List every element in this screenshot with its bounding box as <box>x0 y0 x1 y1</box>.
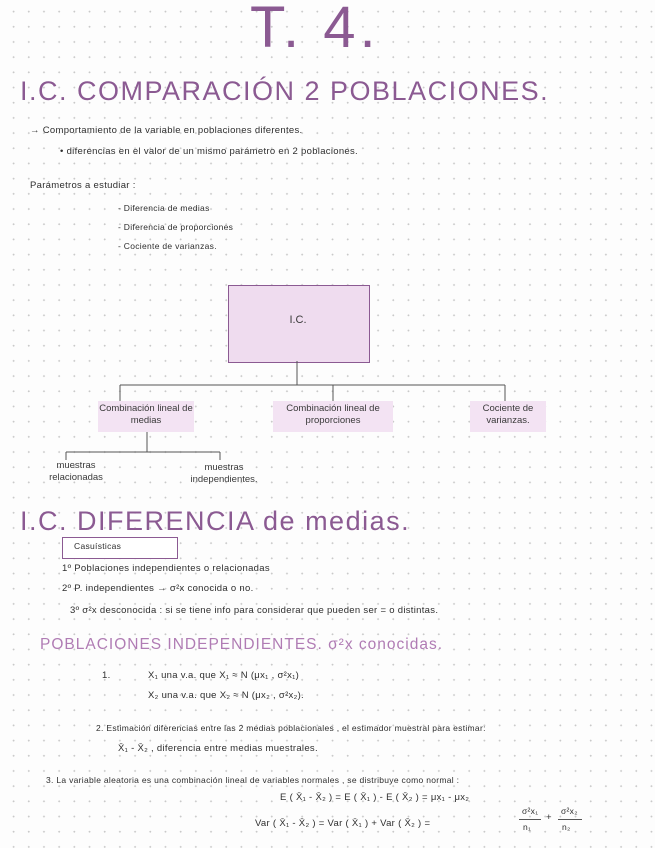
section-heading-diferencia-medias: I.C. DIFERENCIA de medias. <box>20 506 411 536</box>
plus-sign: + <box>546 812 552 823</box>
frac1-denominator: n₁ <box>523 822 532 832</box>
casuisticas-label: Casuísticas <box>74 541 122 551</box>
expectation-formula: E ( X̄₁ - X̄₂ ) = E ( X̄₁ ) - E ( X̄₂ ) = μx₁ - μx₂ <box>280 792 470 803</box>
bullet-icon: • <box>60 146 64 157</box>
line-diferencias-text: diferencias en el valor de un mismo parámetro en 2 poblaciones. <box>66 146 358 157</box>
item2-estimator: X̄₁ - X̄₂ , diferencia entre medias muestrales. <box>118 743 318 754</box>
variance-formula: Var ( X̄₁ - X̄₂ ) = Var ( X̄₁ ) + Var ( X̄₂ ) = <box>255 818 431 829</box>
branch-label-proporciones: Combinación lineal de proporciones <box>286 403 380 426</box>
sub-branch-independientes: muestras independientes. <box>190 462 258 485</box>
frac1-bar <box>519 819 541 820</box>
item3-text: 3. La variable aleatoria es una combinación lineal de variables normales , se distribuye como normal : <box>46 775 460 785</box>
case-item: 3º σ²x desconocida : si se tiene info para considerar que pueden ser = o distintas. <box>70 605 439 616</box>
line-comportamiento-text: Comportamiento de la variable en poblaciones diferentes. <box>42 125 303 136</box>
frac2-denominator: n₂ <box>562 822 571 832</box>
params-label: Parámetros a estudiar : <box>30 180 136 191</box>
frac1-numerator: σ²x₁ <box>522 806 539 816</box>
frac2-numerator: σ²x₂ <box>561 806 578 816</box>
case-item: 1º Poblaciones independientes o relacionadas <box>62 563 270 574</box>
x1-definition: X₁ una v.a. que X₁ ≈ N (μx₁ , σ²x₁) <box>148 670 300 681</box>
arrow-icon: → <box>30 125 40 136</box>
page-title: T. 4. <box>250 0 380 60</box>
frac2-bar <box>558 819 582 820</box>
section-heading-independientes: POBLACIONES INDEPENDIENTES. σ²x conocidas. <box>40 636 444 653</box>
param-item: - Diferencia de medias <box>118 203 210 213</box>
param-item: - Diferencia de proporciones <box>118 222 234 232</box>
diagram-root-label: I.C. <box>289 314 307 326</box>
item-number-1: 1. <box>102 670 111 681</box>
section-heading-comparacion: I.C. COMPARACIÓN 2 POBLACIONES. <box>20 76 550 106</box>
branch-label-medias: Combinación lineal de medias <box>99 403 193 426</box>
case-item: 2º P. independientes → σ²x conocida o no. <box>62 583 254 594</box>
sub-branch-relacionadas: muestras relacionadas <box>49 460 103 483</box>
param-item: - Cociente de varianzas. <box>118 241 217 251</box>
branch-label-varianzas: Cociente de varianzas. <box>482 403 534 426</box>
x2-definition: X₂ una v.a. que X₂ ≈ N (μx₂ , σ²x₂). <box>148 690 304 701</box>
item2-text: 2. Estimación diferencias entre las 2 medias poblacionales , el estimador muestral para estimar: <box>96 723 486 733</box>
